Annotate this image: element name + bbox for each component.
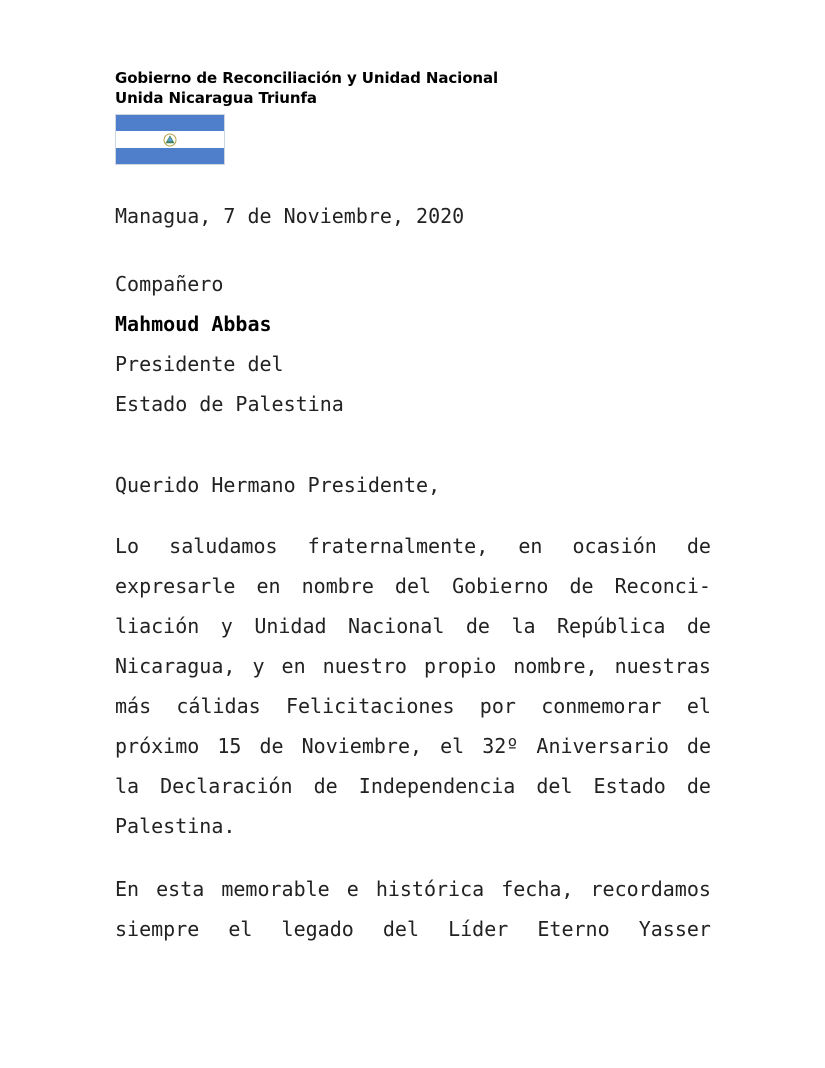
- paragraph-2-line: siempre el legado del Líder Eterno Yasser: [115, 917, 711, 941]
- nicaragua-flag-icon: [115, 114, 225, 165]
- letterhead: [115, 68, 498, 108]
- recipient-name: Mahmoud Abbas: [115, 312, 272, 336]
- paragraph-1-line: más cálidas Felicitaciones por conmemorar el: [115, 694, 711, 718]
- recipient-role-line-2: Estado de Palestina: [115, 392, 344, 416]
- coat-of-arms-icon: [162, 133, 178, 147]
- paragraph-1-line: Lo saludamos fraternalmente, en ocasión de: [115, 534, 711, 558]
- letterhead-slogan: Unida Nicaragua Triunfa: [115, 89, 317, 107]
- place-and-date: Managua, 7 de Noviembre, 2020: [115, 204, 465, 228]
- letterhead-government-name: Gobierno de Reconciliación y Unidad Nacional: [115, 69, 499, 87]
- paragraph-1: [115, 526, 711, 846]
- paragraph-1-line: Nicaragua, y en nuestro propio nombre, nuestras: [115, 654, 711, 678]
- paragraph-1-line: próximo 15 de Noviembre, el 32º Aniversario de: [115, 734, 711, 758]
- paragraph-2: [115, 869, 711, 949]
- paragraph-2-line: En esta memorable e histórica fecha, recordamos: [115, 877, 711, 901]
- paragraph-1-line: expresarle en nombre del Gobierno de Reconci-: [115, 574, 711, 598]
- salutation-title: Compañero: [115, 272, 224, 296]
- greeting: Querido Hermano Presidente,: [115, 473, 441, 497]
- flag-top-stripe: [116, 115, 224, 131]
- paragraph-1-line: liación y Unidad Nacional de la República de: [115, 614, 711, 638]
- flag-bottom-stripe: [116, 148, 224, 164]
- paragraph-1-line: Palestina.: [115, 814, 236, 838]
- recipient-role-line-1: Presidente del: [115, 352, 284, 376]
- paragraph-1-line: la Declaración de Independencia del Estado de: [115, 774, 711, 798]
